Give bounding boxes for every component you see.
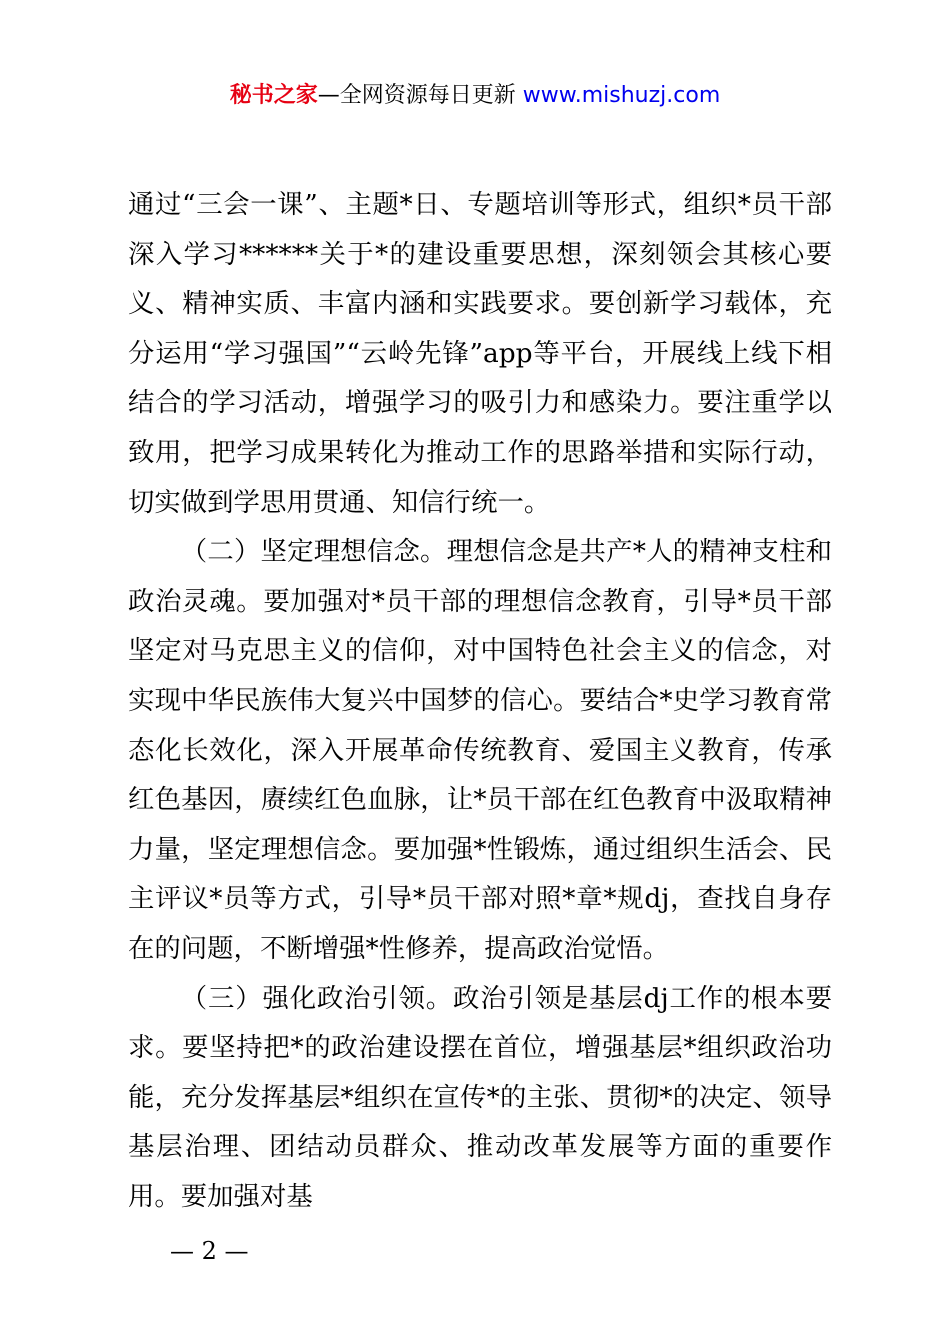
site-header	[0, 80, 950, 112]
paragraph-2: （二）坚定理想信念。理想信念是共产*人的精神支柱和政治灵魂。要加强对*员干部的理想信念教育，引导*员干部坚定对马克思主义的信仰，对中国特色社会主义的信念，对实现中华民族伟大复兴中国梦的信心。要结合*史学习教育常态化长效化，深入开展革命传统教育、爱国主义教育，传承红色基因，赓续红色血脉，让*员干部在红色教育中汲取精神力量，坚定理想信念。要加强*性锻炼，通过组织生活会、民主评议*员等方式，引导*员干部对照*章*规dj，查找自身存在的问题，不断增强*性修养，提高政治觉悟。	[128, 536, 832, 964]
page-number: — 2 —	[170, 1237, 249, 1265]
brand-name: 秘书之家	[229, 83, 318, 108]
paragraph-3: （三）强化政治引领。政治引领是基层dj工作的根本要求。要坚持把*的政治建设摆在首位，增强基层*组织政治功能，充分发挥基层*组织在宣传*的主张、贯彻*的决定、领导基层治理、团结动员群众、推动改革发展等方面的重要作用。要加强对基	[128, 982, 832, 1212]
site-url-link[interactable]: www.mishuzj.com	[522, 83, 721, 108]
header-tagline: —全网资源每日更新	[317, 83, 516, 108]
document-body	[128, 180, 832, 1221]
paragraph-1: 通过“三会一课”、主题*日、专题培训等形式，组织*员干部深入学习******关于*的建设重要思想，深刻领会其核心要义、精神实质、丰富内涵和实践要求。要创新学习载体，充分运用“学习强国”“云岭先锋”app等平台，开展线上线下相结合的学习活动，增强学习的吸引力和感染力。要注重学以致用，把学习成果转化为推动工作的思路举措和实际行动，切实做到学思用贯通、知信行统一。	[128, 189, 832, 518]
